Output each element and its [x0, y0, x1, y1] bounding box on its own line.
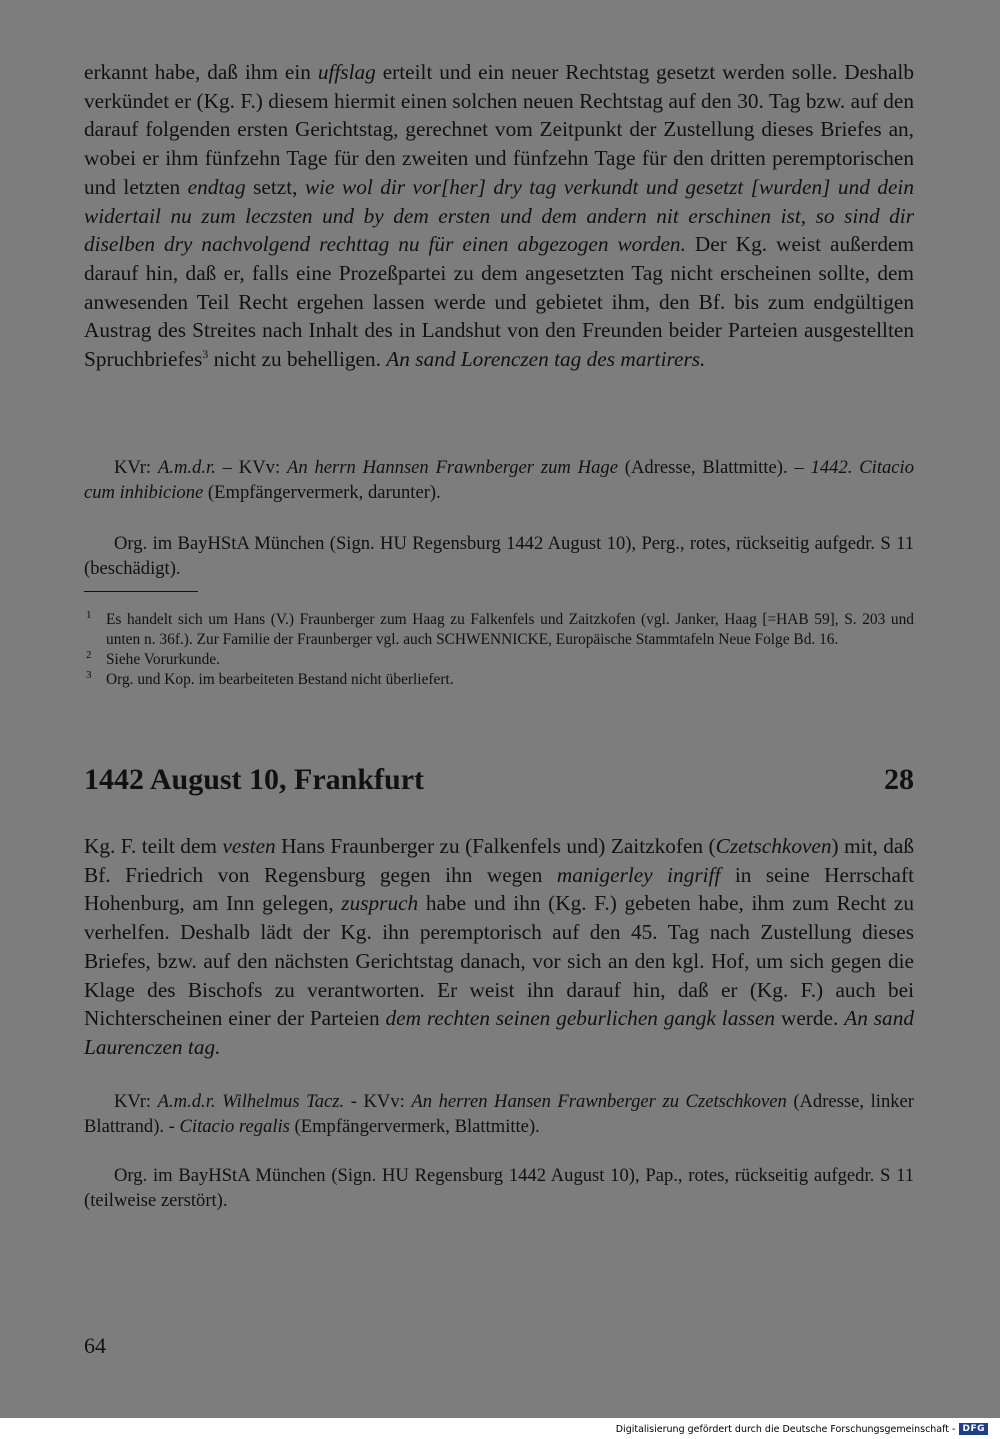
document-number: 28 — [884, 763, 914, 796]
footnote-text: Org. und Kop. im bearbeiteten Bestand nicht überliefert. — [106, 671, 454, 688]
text-run: Der Kg. weist außerdem darauf hin, daß er, falls eine Prozeßpartei zu dem angesetzten Tag nicht erscheinen sollte, dem anwesenden Teil Recht ergehen lassen werde und gebietet ihm, den Bf. bis zum endgültigen Austrag des Streites nach Inhalt des in Landshut von den Freunden beider Parteien ausgestellten Spruchbriefes — [84, 232, 914, 372]
text-run: Kg. F. teilt dem — [84, 834, 223, 858]
footnote-text: Es handelt sich um Hans (V.) Fraunberger zum Haag zu Falkenfels und Zaitzkofen (vgl. Janker, Haag [=HAB 59], S. 203 und unten n. 36f.). Zur Familie der Fraunberger vgl. auch SCHWENNICKE, Europäische Stammtafeln Neue Folge Bd. 16. — [106, 611, 914, 648]
footnote-item — [84, 650, 914, 670]
org-note-1 — [84, 532, 914, 581]
text-run: setzt, — [245, 174, 305, 199]
footnotes — [84, 610, 914, 690]
italic-run: vesten — [222, 834, 276, 858]
italic-run: An herrn Hannsen Frawnberger zum Hage — [286, 457, 618, 478]
kv-note-text — [84, 456, 914, 505]
kv-note-1 — [84, 456, 914, 505]
italic-run: An sand Lorenczen tag des martirers. — [386, 347, 706, 372]
org-note-text: Org. im BayHStA München (Sign. HU Regensburg 1442 August 10), Perg., rotes, rückseitig aufgedr. S 11 (beschädigt). — [84, 533, 914, 579]
text-run: KVr: — [114, 457, 158, 478]
footnote-number: 3 — [86, 669, 92, 681]
footnote-item — [84, 610, 914, 650]
funding-notice: Digitalisierung gefördert durch die Deutsche Forschungsgemeinschaft - — [615, 1423, 956, 1435]
footnote-item — [84, 670, 914, 690]
heading-date-place: 1442 August 10, Frankfurt — [84, 763, 425, 796]
kv-note-2 — [84, 1090, 914, 1139]
italic-run: uffslag — [317, 60, 376, 84]
page-number: 64 — [84, 1333, 106, 1358]
text-run: - KVv: — [344, 1091, 412, 1112]
dfg-logo-icon: DFG — [959, 1423, 988, 1435]
text-run: nicht zu behelligen. — [208, 347, 387, 372]
intro-paragraph-block — [84, 58, 914, 374]
footnote-ref: 3 — [202, 347, 209, 362]
text-run: (Empfängervermerk, Blattmitte). — [289, 1115, 540, 1137]
text-run: (Adresse, linker Blattrand). - — [84, 1091, 914, 1137]
kv-note-text — [84, 1090, 914, 1139]
text-run: Hans Fraunberger zu (Falkenfels und) Zaitzkofen ( — [275, 834, 716, 858]
italic-run: An herren Hansen Frawnberger zu Czetschkoven — [411, 1091, 787, 1112]
footnote-number: 2 — [86, 649, 92, 661]
italic-run: endtag — [187, 174, 246, 199]
footnote-divider — [84, 591, 198, 592]
text-run: – KVv: — [215, 457, 287, 478]
text-run: erkannt habe, daß ihm ein — [84, 60, 318, 84]
text-run: KVr: — [114, 1091, 158, 1112]
funding-footer — [616, 1422, 988, 1436]
text-run: in seine Herrschaft Hohenburg, am Inn gelegen, — [84, 862, 914, 916]
italic-run: wie wol dir vor[her] dry tag verkundt und gesetzt [wurden] und dein widertail nu zum leczsten und by dem ersten und dem andern nit erschinen ist, so sind dir diselben dry nachvolgend rechttag nu für einen abgezogen worden. — [84, 174, 915, 257]
regest-paragraph — [84, 832, 914, 1062]
text-run: (Adresse, Blattmitte). – — [617, 457, 811, 478]
text-run: erteilt und ein neuer Rechtstag gesetzt werden solle. Deshalb verkündet er (Kg. F.) diesem hiermit einen solchen neuen Rechtstag auf den 30. Tag bzw. auf den darauf folgenden ersten Gerichtstag, gerechnet vom Zeitpunkt der Zustellung dieses Briefes an, wobei er ihm fünfzehn Tage für den zweiten und fünfzehn Tage für den dritten peremptorischen und letzten — [84, 60, 914, 199]
footnote-text: Siehe Vorurkunde. — [106, 651, 220, 668]
italic-run: 1442. Citacio cum inhibicione — [84, 457, 915, 503]
footnote-number: 1 — [86, 609, 92, 621]
intro-paragraph — [84, 58, 914, 374]
text-run: werde. — [775, 1006, 845, 1031]
org-note-2 — [84, 1164, 914, 1213]
italic-run: zuspruch — [341, 891, 419, 916]
text-run: habe und ihn (Kg. F.) gebeten habe, ihm zum Recht zu verhelfen. Deshalb lädt der Kg. ihn peremptorisch auf den 45. Tag nach Zustellung dieses Briefes, bzw. auf den nächsten Gerichtstag danach, vor sich an den kgl. Hof, um sich gegen die Klage des Bischofs zu verantworten. Er weist ihn darauf hin, daß er (Kg. F.) auch bei Nichterscheinen einer der Parteien — [84, 891, 914, 1031]
italic-run: manigerley ingriff — [556, 862, 721, 887]
italic-run: Citacio regalis — [179, 1115, 290, 1137]
italic-run: A.m.d.r. Wilhelmus Tacz. — [157, 1091, 345, 1112]
italic-run: Czetschkoven — [715, 834, 832, 858]
italic-run: dem rechten seinen geburlichen gangk lassen — [385, 1006, 776, 1031]
regest-paragraph-block — [84, 832, 914, 1062]
org-note-text: Org. im BayHStA München (Sign. HU Regensburg 1442 August 10), Pap., rotes, rückseitig aufgedr. S 11 (teilweise zerstört). — [84, 1165, 914, 1211]
text-run: ) mit, daß Bf. Friedrich von Regensburg gegen ihn wegen — [84, 834, 915, 887]
italic-run: A.m.d.r. — [157, 457, 216, 478]
italic-run: An sand Laurenczen tag. — [84, 1006, 915, 1059]
text-run: (Empfängervermerk, darunter). — [203, 481, 441, 503]
document-heading — [84, 760, 914, 800]
